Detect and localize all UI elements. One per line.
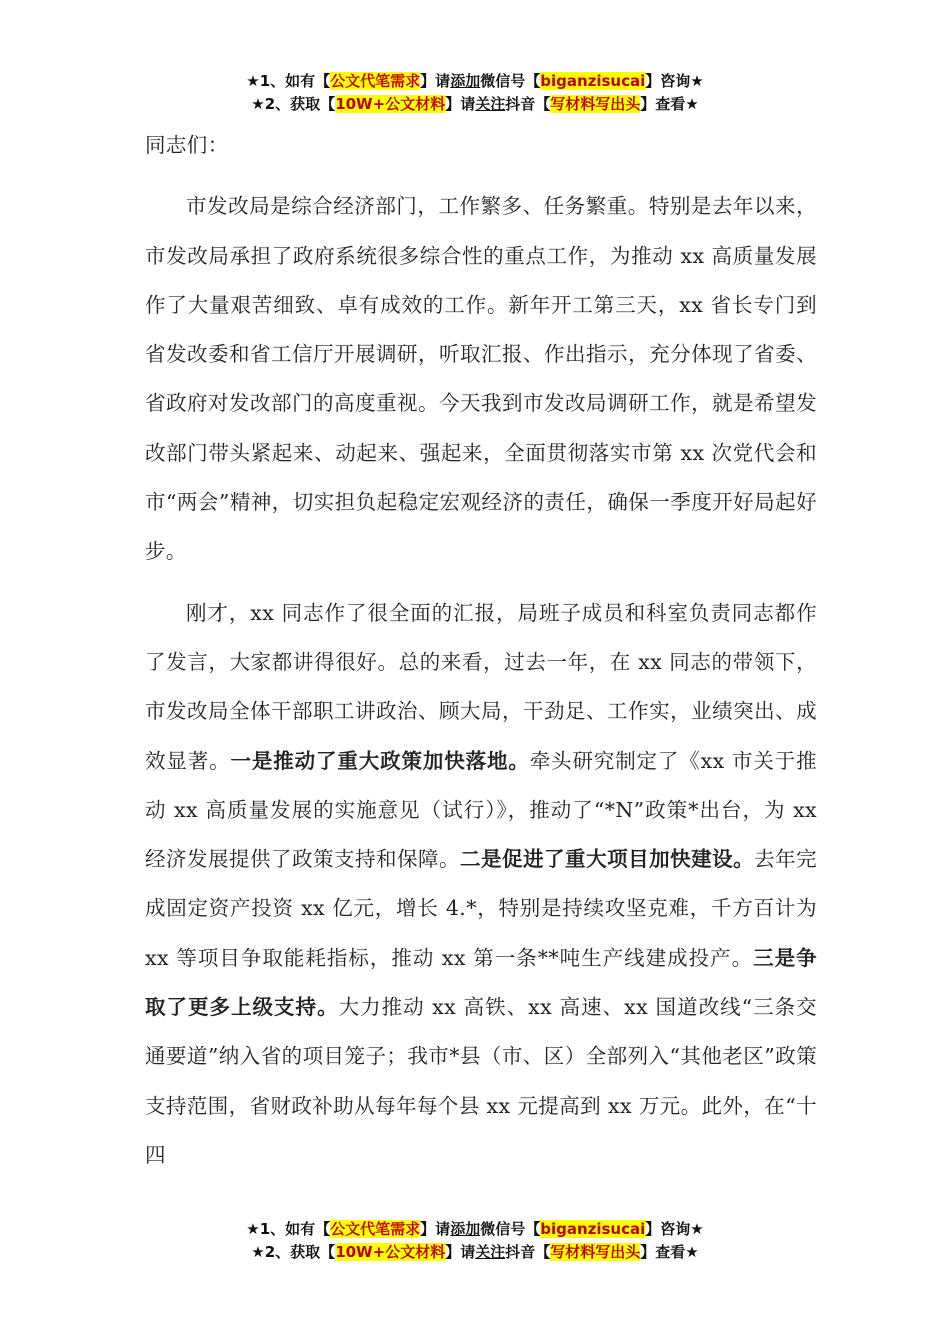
- highlight-service: 公文代笔需求: [330, 1220, 421, 1238]
- footer-banner: [0, 1218, 950, 1264]
- highlight-materials: 10W+公文材料: [335, 1243, 446, 1261]
- paragraph-2: 刚才，xx 同志作了很全面的汇报，局班子成员和科室负责同志都作了发言，大家都讲得很好。总的来看，过去一年，在 xx 同志的带领下，市发改局全体干部职工讲政治、顾大局，干劲足、工作实，业绩突出、成效显著。一是推动了重大政策加快落地。牵头研究制定了《xx 市关于推动 xx 高质量发展的实施意见（试行）》，推动了“*N”政策*出台，为 xx 经济发展提供了政策支持和保障。二是促进了重大项目加快建设。去年完成固定资产投资 xx 亿元，增长 4.*，特别是持续攻坚克难，千方百计为 xx 等项目争取能耗指标，推动 xx 第一条**吨生产线建成投产。三是争取了更多上级支持。大力推动 xx 高铁、xx 高速、xx 国道改线“三条交通要道”纳入省的项目笼子；我市*县（市、区）全部列入“其他老区”政策支持范围，省财政补助从每年每个县 xx 元提高到 xx 万元。此外，在“十四: [145, 600, 817, 1167]
- point-one-heading: 一是推动了重大政策加快落地。: [230, 748, 530, 773]
- banner-line-2: ★2、获取【10W+公文材料】请关注抖音【写材料写出头】查看★: [251, 1243, 699, 1261]
- banner-line-1: ★1、如有【公文代笔需求】请添加微信号【biganzisucai】咨询★: [246, 1220, 704, 1238]
- document-body: [145, 121, 817, 1180]
- point-two-heading: 二是促进了重大项目加快建设。: [460, 847, 755, 872]
- banner-line-1: ★1、如有【公文代笔需求】请添加微信号【biganzisucai】咨询★: [246, 72, 704, 90]
- banner-line-2: ★2、获取【10W+公文材料】请关注抖音【写材料写出头】查看★: [251, 95, 699, 113]
- salutation: 同志们：: [145, 133, 229, 157]
- highlight-douyin-account: 写材料写出头: [550, 1243, 641, 1261]
- highlight-service: 公文代笔需求: [330, 72, 421, 90]
- point-three-heading: 三是争取了更多上级支持。: [145, 945, 817, 1020]
- highlight-materials: 10W+公文材料: [335, 95, 446, 113]
- highlight-wechat-id: biganzisucai: [540, 1220, 646, 1238]
- highlight-douyin-account: 写材料写出头: [550, 95, 641, 113]
- highlight-wechat-id: biganzisucai: [540, 72, 646, 90]
- header-banner: [0, 70, 950, 116]
- paragraph-1: 市发改局是综合经济部门，工作繁多、任务繁重。特别是去年以来，市发改局承担了政府系统很多综合性的重点工作，为推动 xx 高质量发展作了大量艰苦细致、卓有成效的工作。新年开工第三天，xx 省长专门到省发改委和省工信厅开展调研，听取汇报、作出指示，充分体现了省委、省政府对发改部门的高度重视。今天我到市发改局调研工作，就是希望发改部门带头紧起来、动起来、强起来，全面贯彻落实市第 xx 次党代会和市“两会”精神，切实担负起稳定宏观经济的责任，确保一季度开好局起好步。: [145, 194, 817, 564]
